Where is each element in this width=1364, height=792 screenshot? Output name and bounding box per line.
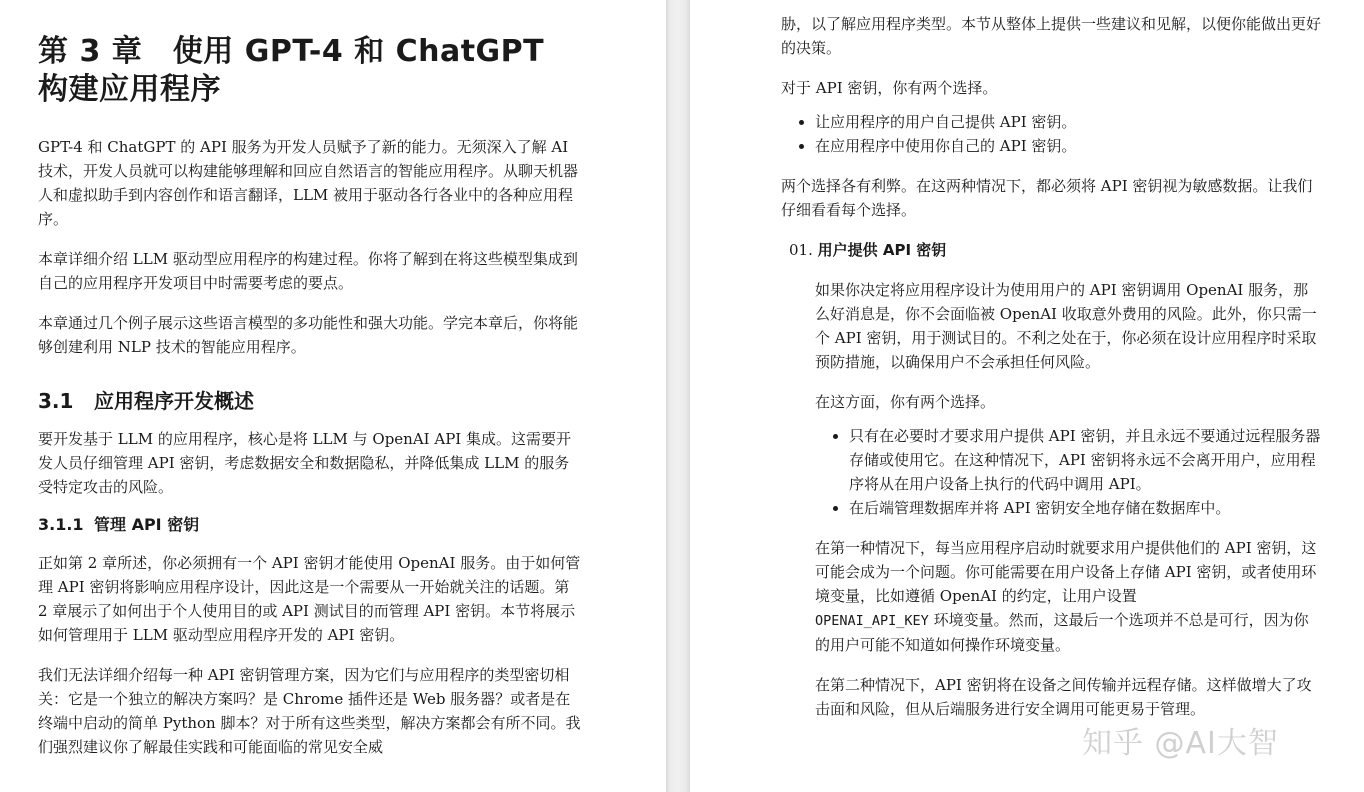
intro-paragraph-1: GPT-4 和 ChatGPT 的 API 服务为开发人员赋予了新的能力。无须深入了解 AI 技术，开发人员就可以构建能够理解和回应自然语言的智能应用程序。从聊天机器人和虚拟助手到内容创作和语言翻译，LLM 被用于驱动各行各业中的各种应用程序。 xyxy=(38,138,579,228)
numbered-item xyxy=(789,238,1321,262)
page-gutter xyxy=(666,0,690,792)
first-case-text-b: 环境变量。然而，这最后一个选项并不总是可行，因为你的用户可能不知道如何操作环境变量。 xyxy=(815,611,1309,654)
env-var-code: OPENAI_API_KEY xyxy=(815,613,929,629)
first-case-paragraph xyxy=(815,536,1321,657)
left-page-content xyxy=(38,0,583,759)
subsection-heading xyxy=(38,513,583,537)
item-paragraph: 如果你决定将应用程序设计为使用用户的 API 密钥调用 OpenAI 服务，那么好消息是，你不会面临被 OpenAI 收取意外费用的风险。此外，你只需一个 API 密钥，用于测试目的。不利之处在于，你必须在设计应用程序时采取预防措施，以确保用户不会承担任何风险。 xyxy=(815,281,1317,371)
right-page-content xyxy=(781,0,1321,721)
sub-choices-list xyxy=(815,424,1321,520)
section-paragraph: 要开发基于 LLM 的应用程序，核心是将 LLM 与 OpenAI API 集成。这需要开发人员仔细管理 API 密钥，考虑数据安全和数据隐私，并降低集成 LLM 的服务受特定攻击的风险。 xyxy=(38,430,571,496)
subsection-number: 3.1.1 xyxy=(38,515,84,534)
continuation-paragraph: 胁，以了解应用程序类型。本节从整体上提供一些建议和见解，以便你能做出更好的决策。 xyxy=(781,15,1322,57)
subsection-paragraph-2: 我们无法详细介绍每一种 API 密钥管理方案，因为它们与应用程序的类型密切相关：它是一个独立的解决方案吗？是 Chrome 插件还是 Web 服务器？或者是在终端中启动的简单 Python 脚本？对于所有这些类型，解决方案都会有所不同。我们强烈建议你了解最佳实践和可能面临的常见安全威 xyxy=(38,666,581,756)
numbered-item-title: 用户提供 API 密钥 xyxy=(817,241,947,259)
choice-item-1: • 让应用程序的用户自己提供 API 密钥。 xyxy=(815,110,1321,134)
section-number: 3.1 xyxy=(38,389,74,413)
sub-choices-intro: 在这方面，你有两个选择。 xyxy=(815,393,996,411)
section-title: 应用程序开发概述 xyxy=(94,389,254,413)
second-case-paragraph: 在第二种情况下，API 密钥将在设备之间传输并远程存储。这样做增大了攻击面和风险，但从后端服务进行安全调用可能更易于管理。 xyxy=(815,676,1312,718)
section-heading xyxy=(38,387,583,415)
numbered-item-label: 01. xyxy=(789,241,813,259)
right-page xyxy=(690,0,1364,792)
subsection-title: 管理 API 密钥 xyxy=(94,515,200,534)
left-page xyxy=(0,0,666,792)
first-case-text-a: 在第一种情况下，每当应用程序启动时就要求用户提供他们的 API 密钥，这可能会成为一个问题。你可能需要在用户设备上存储 API 密钥，或者使用环境变量，比如遵循 OpenAI 的约定，让用户设置 xyxy=(815,539,1317,605)
choice-item-2: • 在应用程序中使用你自己的 API 密钥。 xyxy=(815,134,1321,158)
sub-choice-item-1: • 只有在必要时才要求用户提供 API 密钥，并且永远不要通过远程服务器存储或使用它。在这种情况下，API 密钥将永远不会离开用户，应用程序将从在用户设备上执行的代码中调用 API。 xyxy=(849,424,1321,496)
watermark: 知乎 @AI大智 xyxy=(1082,726,1279,761)
intro-paragraph-2: 本章详细介绍 LLM 驱动型应用程序的构建过程。你将了解到在将这些模型集成到自己的应用程序开发项目中时需要考虑的要点。 xyxy=(38,250,578,292)
intro-paragraph-3: 本章通过几个例子展示这些语言模型的多功能性和强大功能。学完本章后，你将能够创建利用 NLP 技术的智能应用程序。 xyxy=(38,314,579,356)
choices-intro: 对于 API 密钥，你有两个选择。 xyxy=(781,79,998,97)
sub-choice-item-2: • 在后端管理数据库并将 API 密钥安全地存储在数据库中。 xyxy=(849,496,1321,520)
chapter-title: 第 3 章 使用 GPT-4 和 ChatGPT 构建应用程序 xyxy=(38,34,545,107)
numbered-item-body xyxy=(815,278,1321,721)
choices-summary: 两个选择各有利弊。在这两种情况下，都必须将 API 密钥视为敏感数据。让我们仔细看看每个选择。 xyxy=(781,177,1313,219)
subsection-paragraph-1: 正如第 2 章所述，你必须拥有一个 API 密钥才能使用 OpenAI 服务。由于如何管理 API 密钥将影响应用程序设计，因此这是一个需要从一开始就关注的话题。第 2 章展示了如何出于个人使用目的或 API 测试目的而管理 API 密钥。本节将展示如何管理用于 LLM 驱动型应用程序开发的 API 密钥。 xyxy=(38,554,581,644)
choices-list xyxy=(781,110,1321,158)
